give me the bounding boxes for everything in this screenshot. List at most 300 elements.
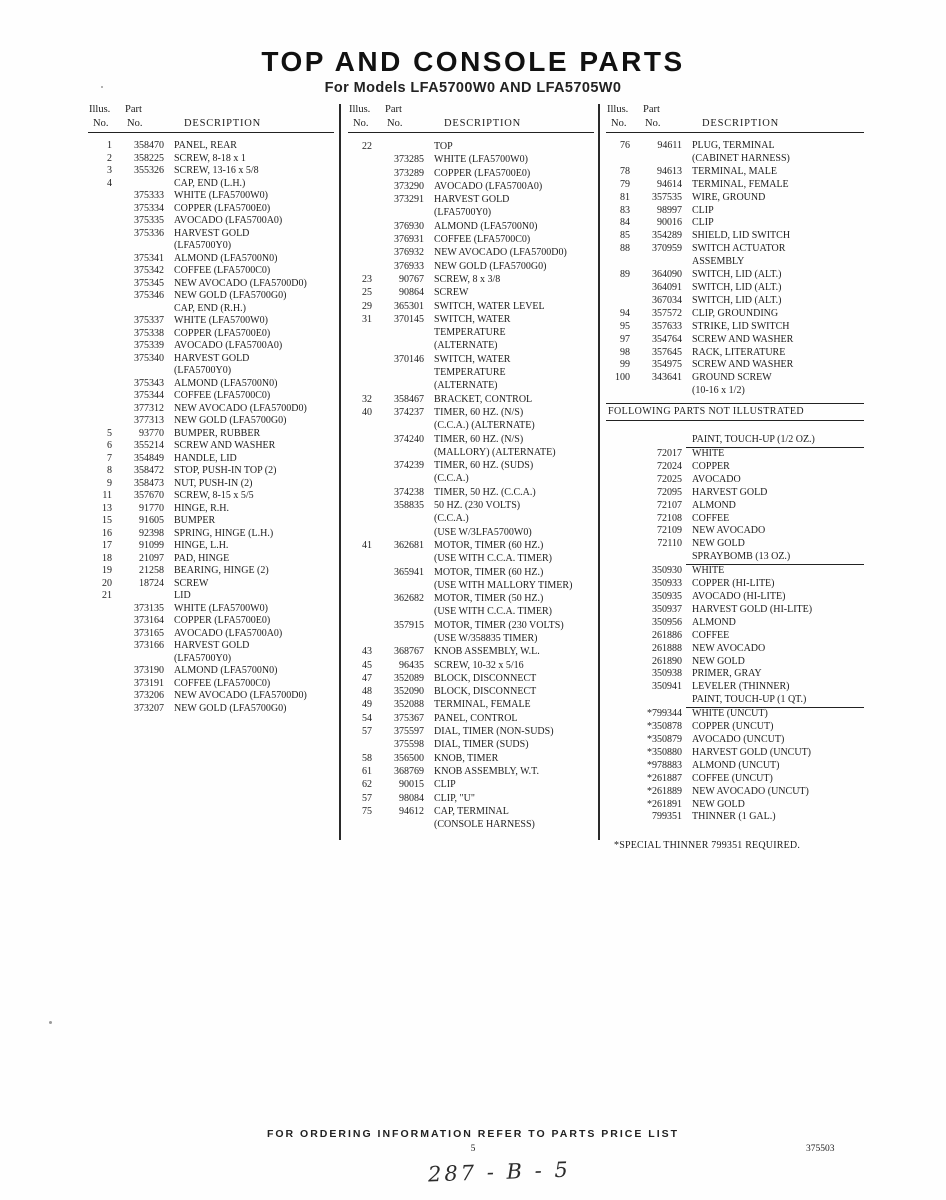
description: DIAL, TIMER (NON-SUDS) — [434, 726, 554, 738]
part-no: 354849 — [134, 452, 164, 464]
part-no — [374, 379, 428, 392]
illus-no: 57 — [362, 792, 372, 804]
part-no: *350878 — [647, 721, 682, 733]
illus-no — [88, 665, 114, 678]
table-row — [348, 566, 594, 579]
table-row — [88, 378, 334, 391]
parts-rows — [88, 140, 334, 715]
part-no: *261889 — [647, 785, 682, 797]
part-no: 357915 — [394, 619, 424, 631]
illus-no — [606, 434, 632, 448]
table-row — [348, 605, 594, 618]
illus-no — [348, 592, 374, 605]
table-row — [606, 656, 864, 669]
description: HANDLE, LID — [174, 452, 237, 464]
illus-no — [606, 656, 632, 669]
part-no: 21097 — [139, 552, 164, 564]
illus-no — [348, 260, 374, 273]
illus-no: 29 — [362, 300, 372, 312]
part-no — [374, 579, 428, 592]
description: TERMINAL, FEMALE — [692, 178, 789, 190]
description: ASSEMBLY — [692, 256, 745, 268]
table-row — [606, 799, 864, 812]
description: MOTOR, TIMER (230 VOLTS) — [434, 619, 564, 631]
description: SCREW, 8-18 x 1 — [174, 152, 246, 164]
description: HARVEST GOLD — [692, 486, 768, 498]
description: SWITCH, LID (ALT.) — [692, 269, 782, 281]
description: CAP, TERMINAL — [434, 805, 509, 817]
illus-no — [88, 203, 114, 216]
description: TERMINAL, FEMALE — [434, 699, 531, 711]
table-row — [606, 230, 864, 243]
description: HARVEST GOLD (UNCUT) — [692, 746, 812, 758]
part-no: 350956 — [652, 616, 682, 628]
part-no: 370146 — [394, 353, 424, 365]
illus-no — [348, 379, 374, 392]
table-row — [348, 366, 594, 379]
illus-no — [88, 678, 114, 691]
header-description-label: DESCRIPTION — [184, 118, 262, 129]
part-no: 90015 — [399, 779, 424, 791]
illus-no — [348, 526, 374, 539]
ni-group — [606, 434, 864, 551]
table-row — [88, 440, 334, 453]
illus-no: 54 — [362, 712, 372, 724]
table-row — [348, 140, 594, 153]
special-thinner-footnote: *SPECIAL THINNER 799351 REQUIRED. — [614, 840, 801, 852]
description: BLOCK, DISCONNECT — [434, 672, 537, 684]
description: (CABINET HARNESS) — [692, 152, 790, 164]
illus-no — [606, 668, 632, 681]
table-row — [88, 153, 334, 166]
header-description-label: DESCRIPTION — [702, 118, 780, 129]
illus-no: 20 — [102, 577, 112, 589]
part-no: 358473 — [134, 477, 164, 489]
description: AVOCADO (LFA5700A0) — [434, 180, 543, 192]
illus-no: 2 — [107, 152, 112, 164]
table-row — [88, 553, 334, 566]
illus-no — [348, 818, 374, 831]
part-no: 375338 — [134, 327, 164, 339]
part-no: 350938 — [652, 668, 682, 680]
part-no: 350930 — [652, 565, 682, 577]
table-row — [606, 217, 864, 230]
illus-no — [88, 290, 114, 303]
description: PRIMER, GRAY — [692, 668, 762, 680]
part-no: 350935 — [652, 591, 682, 602]
part-no: 98997 — [657, 204, 682, 216]
description: PANEL, CONTROL — [434, 712, 518, 724]
part-no: 72017 — [657, 448, 682, 460]
part-no: 375367 — [394, 712, 424, 724]
illus-no — [606, 799, 632, 812]
description: NEW AVOCADO — [692, 525, 766, 537]
part-no: 375343 — [134, 377, 164, 389]
description: (USE W/3LFA5700W0) — [434, 526, 532, 538]
handwritten-note: 287 - B - 5 — [427, 1157, 572, 1187]
part-no — [374, 512, 428, 525]
table-row — [88, 653, 334, 666]
description: KNOB ASSEMBLY, W.L. — [434, 646, 540, 658]
table-row — [348, 792, 594, 805]
illus-no — [88, 353, 114, 366]
part-no: 376932 — [394, 247, 424, 259]
description: PAINT, TOUCH-UP (1 QT.) — [686, 694, 864, 708]
description: NEW GOLD (LFA5700G0) — [174, 702, 287, 714]
table-row — [88, 265, 334, 278]
table-row — [606, 359, 864, 372]
header-no-label: No. — [93, 118, 109, 129]
description: TIMER, 60 HZ. (SUDS) — [434, 460, 534, 472]
illus-no — [88, 265, 114, 278]
part-no: 375339 — [134, 340, 164, 351]
table-row — [606, 604, 864, 617]
illus-no — [88, 315, 114, 328]
part-no — [374, 206, 428, 219]
part-no: 72025 — [657, 473, 682, 485]
table-row — [606, 694, 864, 708]
description: WHITE (UNCUT) — [692, 708, 768, 720]
part-no: 375334 — [134, 202, 164, 214]
table-row — [348, 778, 594, 791]
part-no: 72095 — [657, 486, 682, 498]
description: (CONSOLE HARNESS) — [434, 819, 535, 831]
header-no-label: No. — [387, 118, 403, 129]
table-row — [606, 487, 864, 500]
ni-group — [606, 551, 864, 694]
description: AVOCADO (UNCUT) — [692, 733, 785, 745]
illus-no: 49 — [362, 699, 372, 711]
description: 50 HZ. (230 VOLTS) — [434, 500, 521, 512]
part-no: 261888 — [652, 642, 682, 654]
part-no: 373135 — [134, 602, 164, 614]
description: COFFEE (LFA5700C0) — [434, 234, 531, 246]
table-row — [88, 328, 334, 341]
table-row — [348, 379, 594, 392]
table-row — [348, 712, 594, 725]
table-row — [348, 313, 594, 326]
illus-no: 7 — [107, 452, 112, 464]
part-no: 365941 — [394, 566, 424, 578]
part-no: 357645 — [652, 346, 682, 358]
table-row — [606, 347, 864, 360]
description: COPPER (UNCUT) — [692, 721, 774, 733]
header-no-label: No. — [353, 118, 369, 129]
description: (MALLORY) (ALTERNATE) — [434, 446, 556, 458]
table-row — [348, 353, 594, 366]
table-row — [606, 551, 864, 565]
part-no — [374, 366, 428, 379]
illus-no: 85 — [620, 230, 630, 242]
part-no: 373191 — [134, 677, 164, 689]
part-no: 91770 — [139, 502, 164, 514]
table-row — [606, 500, 864, 513]
column-header — [348, 104, 594, 133]
illus-no — [606, 604, 632, 617]
table-row — [606, 811, 864, 824]
description: NEW GOLD — [692, 798, 745, 810]
part-no: 72024 — [657, 460, 682, 472]
table-row — [606, 140, 864, 153]
table-row — [88, 615, 334, 628]
table-row — [88, 528, 334, 541]
description: SCREW, 10-32 x 5/16 — [434, 659, 524, 671]
description: WHITE — [692, 448, 725, 460]
description: NEW AVOCADO — [692, 642, 766, 654]
illus-no — [348, 366, 374, 379]
table-row — [606, 153, 864, 166]
part-no: 21258 — [139, 565, 164, 576]
description: HARVEST GOLD — [174, 640, 250, 651]
description: KNOB, TIMER — [434, 752, 499, 764]
table-row — [88, 290, 334, 303]
table-row — [606, 734, 864, 747]
part-no — [374, 526, 428, 539]
part-no: *261887 — [647, 772, 682, 784]
description: CLIP — [692, 204, 714, 216]
part-no: *350880 — [647, 746, 682, 758]
description: ALMOND (LFA5700N0) — [174, 377, 278, 389]
illus-no: 1 — [107, 140, 112, 151]
illus-no: 62 — [362, 779, 372, 791]
illus-no: 15 — [102, 515, 112, 526]
column-divider-right — [598, 104, 600, 840]
header-part-label: Part — [385, 104, 402, 115]
illus-no: 98 — [620, 346, 630, 358]
part-no: 374238 — [394, 486, 424, 498]
illus-no — [348, 206, 374, 219]
table-row — [606, 668, 864, 681]
description: CLIP, GROUNDING — [692, 307, 779, 319]
illus-no — [606, 786, 632, 799]
description: NEW GOLD (LFA5700G0) — [174, 290, 287, 301]
illus-no: 25 — [362, 287, 372, 299]
part-no: 355326 — [134, 165, 164, 176]
table-row — [606, 461, 864, 474]
description: (LFA5700Y0) — [434, 207, 492, 219]
description: GROUND SCREW — [692, 372, 772, 384]
illus-no: 43 — [362, 646, 372, 658]
part-no: 375333 — [134, 190, 164, 201]
illus-no — [606, 474, 632, 487]
part-no: 93770 — [139, 427, 164, 439]
illus-no — [348, 353, 374, 366]
part-no: 356500 — [394, 752, 424, 764]
description: (LFA5700Y0) — [174, 652, 232, 664]
description: PAD, HINGE — [174, 552, 230, 564]
description: (USE WITH C.C.A. TIMER) — [434, 606, 552, 618]
table-row — [348, 619, 594, 632]
illus-no: 40 — [362, 406, 372, 418]
part-no — [114, 590, 168, 603]
table-row — [348, 632, 594, 645]
description: SPRING, HINGE (L.H.) — [174, 527, 274, 539]
part-no: 90016 — [657, 217, 682, 229]
description: SCREW AND WASHER — [174, 440, 276, 451]
table-row — [88, 453, 334, 466]
illus-no — [88, 253, 114, 266]
description: PLUG, TERMINAL — [692, 140, 775, 151]
part-no: 377313 — [134, 415, 164, 426]
part-no: 261886 — [652, 629, 682, 641]
illus-no: 23 — [362, 273, 372, 285]
part-no: *261891 — [647, 798, 682, 810]
part-no: 91099 — [139, 540, 164, 551]
part-no: 376930 — [394, 220, 424, 232]
table-row — [88, 228, 334, 241]
part-no: 373165 — [134, 627, 164, 639]
illus-no: 100 — [615, 372, 630, 384]
part-no: 94612 — [399, 805, 424, 817]
part-no: *350879 — [647, 733, 682, 745]
illus-no — [606, 385, 632, 398]
description: THINNER (1 GAL.) — [692, 811, 776, 823]
part-no: 373291 — [394, 194, 424, 206]
description: NUT, PUSH-IN (2) — [174, 477, 253, 489]
illus-no — [88, 215, 114, 228]
table-row — [348, 645, 594, 658]
illus-no — [348, 499, 374, 512]
illus-no — [348, 579, 374, 592]
description: SWITCH, LID (ALT.) — [692, 294, 782, 306]
table-row — [348, 499, 594, 512]
part-no — [374, 419, 428, 432]
part-no — [632, 153, 686, 166]
part-no: 350933 — [652, 578, 682, 590]
table-row — [88, 590, 334, 603]
table-row — [348, 406, 594, 419]
illus-no: 81 — [620, 191, 630, 203]
table-row — [348, 180, 594, 193]
table-row — [606, 434, 864, 448]
illus-no: 84 — [620, 217, 630, 229]
part-no — [114, 365, 168, 378]
illus-no: 5 — [107, 427, 112, 439]
description: CLIP — [692, 217, 714, 229]
part-no — [374, 339, 428, 352]
description: WHITE (LFA5700W0) — [434, 154, 528, 166]
table-row — [348, 220, 594, 233]
part-no: 94611 — [657, 140, 682, 151]
illus-no — [348, 246, 374, 259]
illus-no: 94 — [620, 307, 630, 319]
table-row — [606, 308, 864, 321]
part-no: 350937 — [652, 603, 682, 615]
part-no: 357572 — [652, 307, 682, 319]
table-row — [606, 578, 864, 591]
description: BEARING, HINGE (2) — [174, 565, 269, 576]
header-part-label: Part — [125, 104, 142, 115]
illus-no — [606, 617, 632, 630]
illus-no — [88, 640, 114, 653]
illus-no — [88, 603, 114, 616]
description: AVOCADO (LFA5700A0) — [174, 627, 283, 639]
table-row — [606, 372, 864, 385]
table-row — [606, 591, 864, 604]
part-no: 375346 — [134, 290, 164, 301]
parts-column-2 — [348, 104, 594, 831]
description: HARVEST GOLD — [174, 227, 250, 239]
table-row — [348, 459, 594, 472]
illus-no — [348, 233, 374, 246]
part-no: 352089 — [394, 672, 424, 684]
illus-no: 78 — [620, 165, 630, 177]
description: NEW GOLD (LFA5700G0) — [434, 260, 547, 272]
table-row — [88, 578, 334, 591]
table-row — [606, 786, 864, 799]
table-row — [348, 512, 594, 525]
ordering-note: FOR ORDERING INFORMATION REFER TO PARTS PRICE LIST — [266, 1128, 680, 1140]
part-no: 358467 — [394, 393, 424, 405]
table-row — [88, 240, 334, 253]
table-row — [88, 140, 334, 153]
description: TERMINAL, MALE — [692, 165, 777, 177]
header-part-label: Part — [643, 104, 660, 115]
part-no — [632, 256, 686, 269]
description: LEVELER (THINNER) — [692, 681, 790, 693]
description: (ALTERNATE) — [434, 380, 498, 392]
part-no: 96435 — [399, 659, 424, 671]
illus-no: 97 — [620, 333, 630, 345]
table-row — [606, 747, 864, 760]
description: COFFEE (LFA5700C0) — [174, 265, 271, 276]
table-row — [606, 513, 864, 526]
part-no: 354764 — [652, 333, 682, 345]
table-row — [348, 206, 594, 219]
illus-no — [606, 643, 632, 656]
table-row — [88, 540, 334, 553]
description: WHITE (LFA5700W0) — [174, 190, 268, 201]
illus-no — [88, 228, 114, 241]
illus-no — [88, 403, 114, 416]
illus-no — [348, 512, 374, 525]
part-no: 357535 — [652, 191, 682, 203]
part-no: 367034 — [652, 294, 682, 306]
part-no: 365301 — [394, 300, 424, 312]
table-row — [348, 233, 594, 246]
illus-no — [606, 448, 632, 461]
part-no: 374237 — [394, 406, 424, 418]
description: HINGE, R.H. — [174, 502, 229, 514]
table-row — [606, 760, 864, 773]
part-no — [374, 605, 428, 618]
part-no — [374, 472, 428, 485]
part-no: 94614 — [657, 178, 682, 190]
part-no: 373207 — [134, 702, 164, 714]
illus-no — [606, 630, 632, 643]
illus-no — [606, 694, 632, 708]
table-row — [348, 326, 594, 339]
illus-no — [88, 390, 114, 403]
illus-no: 8 — [107, 465, 112, 476]
description: TIMER, 60 HZ. (N/S) — [434, 433, 524, 445]
illus-no: 17 — [102, 540, 112, 551]
part-no: 375345 — [134, 277, 164, 289]
illus-no — [348, 486, 374, 499]
description: HARVEST GOLD (HI-LITE) — [692, 603, 813, 615]
table-row — [348, 339, 594, 352]
description: PANEL, REAR — [174, 140, 237, 151]
part-no: 357670 — [134, 490, 164, 501]
description: (USE WITH MALLORY TIMER) — [434, 579, 573, 591]
table-row — [348, 153, 594, 166]
description: AVOCADO (LFA5700A0) — [174, 215, 283, 226]
table-row — [88, 478, 334, 491]
illus-no — [88, 653, 114, 666]
description: SCREW AND WASHER — [692, 359, 794, 371]
document-number: 375503 — [806, 1144, 835, 1154]
table-row — [88, 690, 334, 703]
